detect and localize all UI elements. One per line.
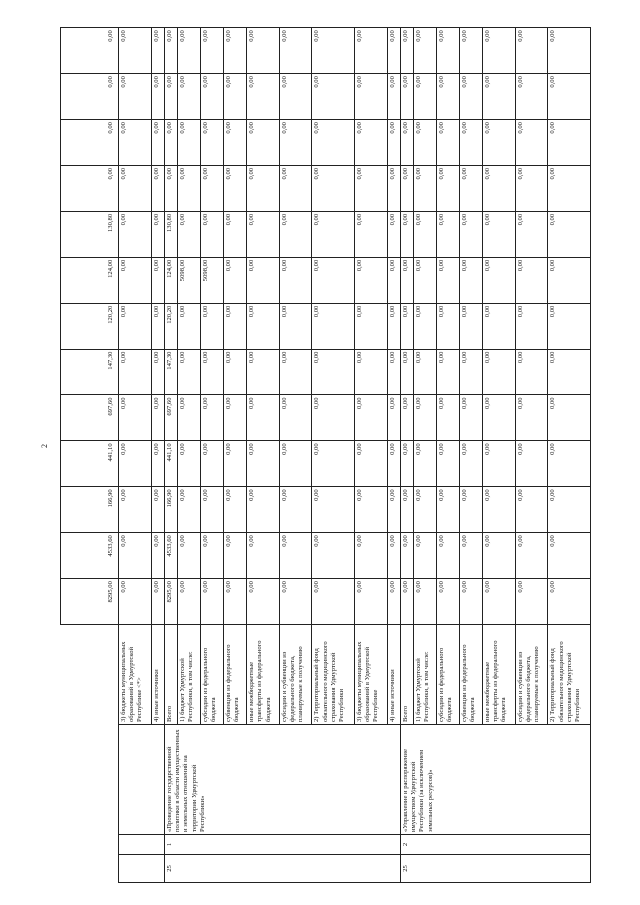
cell-value: 0,00 bbox=[201, 533, 224, 579]
cell-value: 0,00 bbox=[515, 395, 548, 441]
cell-value: 0,00 bbox=[460, 487, 483, 533]
cell-value: 0,00 bbox=[414, 395, 437, 441]
cell-value: 0,00 bbox=[460, 441, 483, 487]
program-name: «Проведение государственной политики в области имущественных и земельных отношений на территории Удмуртской Республики» bbox=[164, 725, 400, 835]
cell-value: 0,00 bbox=[437, 533, 460, 579]
cell-value: 0,00 bbox=[414, 165, 437, 211]
cell-value: 0,00 bbox=[178, 165, 201, 211]
cell-value: 0,00 bbox=[224, 579, 247, 625]
cell-value: 0,00 bbox=[312, 441, 354, 487]
cell-value: 0,00 bbox=[119, 165, 152, 211]
cell-value: 0,00 bbox=[178, 441, 201, 487]
cell-value: 0,00 bbox=[354, 211, 387, 257]
source-label: 3) бюджеты муниципальных образований в Удмуртской Республике <*> bbox=[119, 625, 152, 725]
financing-table bbox=[60, 27, 591, 883]
cell-value: 0,00 bbox=[178, 349, 201, 395]
cell-value: 0,00 bbox=[312, 165, 354, 211]
cell-value: 0,00 bbox=[414, 257, 437, 303]
cell-value: 0,00 bbox=[354, 441, 387, 487]
cell-value: 0,00 bbox=[354, 579, 387, 625]
cell-value: 0,00 bbox=[437, 579, 460, 625]
header-value: 0,00 bbox=[61, 120, 119, 166]
cell-value: 0,00 bbox=[247, 487, 280, 533]
cell-value: 0,00 bbox=[437, 74, 460, 120]
cell-value: 0,00 bbox=[151, 74, 164, 120]
cell-value: 0,00 bbox=[414, 349, 437, 395]
cell-value: 0,00 bbox=[437, 487, 460, 533]
cell-value: 0,00 bbox=[178, 74, 201, 120]
source-label: Всего bbox=[164, 625, 177, 725]
header-value: 0,00 bbox=[61, 165, 119, 211]
cell-value: 0,00 bbox=[247, 533, 280, 579]
cell-value: 120,20 bbox=[164, 303, 177, 349]
cell-value: 0,00 bbox=[414, 487, 437, 533]
cell-value: 0,00 bbox=[201, 74, 224, 120]
cell-value: 0,00 bbox=[482, 349, 515, 395]
header-value: 4533,60 bbox=[61, 533, 119, 579]
cell-value: 0,00 bbox=[400, 257, 413, 303]
cell-value: 0,00 bbox=[247, 74, 280, 120]
cell-value: 0,00 bbox=[201, 211, 224, 257]
cell-value: 0,00 bbox=[482, 165, 515, 211]
cell-value: 0,00 bbox=[119, 441, 152, 487]
cell-value: 0,00 bbox=[354, 395, 387, 441]
source-label: 4) иные источники bbox=[151, 625, 164, 725]
cell-value: 0,00 bbox=[151, 211, 164, 257]
cell-value: 0,00 bbox=[387, 579, 400, 625]
cell-value: 0,00 bbox=[414, 28, 437, 74]
cell-value: 0,00 bbox=[437, 165, 460, 211]
cell-value: 0,00 bbox=[151, 257, 164, 303]
cell-value: 0,00 bbox=[387, 211, 400, 257]
cell-value: 0,00 bbox=[224, 120, 247, 166]
cell-value: 0,00 bbox=[201, 579, 224, 625]
cell-value: 0,00 bbox=[151, 395, 164, 441]
cell-value: 0,00 bbox=[437, 211, 460, 257]
cell-value: 0,00 bbox=[201, 441, 224, 487]
cell-value: 0,00 bbox=[247, 120, 280, 166]
cell-value: 0,00 bbox=[119, 395, 152, 441]
cell-value: 0,00 bbox=[279, 211, 312, 257]
table-row bbox=[119, 28, 152, 883]
cell-value: 0,00 bbox=[482, 579, 515, 625]
cell-value: 0,00 bbox=[437, 120, 460, 166]
program-code-a: 25 bbox=[400, 855, 590, 883]
cell-value: 0,00 bbox=[247, 303, 280, 349]
cell-value: 0,00 bbox=[151, 28, 164, 74]
cell-value: 0,00 bbox=[460, 349, 483, 395]
cell-value: 0,00 bbox=[354, 303, 387, 349]
cell-value: 0,00 bbox=[247, 28, 280, 74]
cell-value: 0,00 bbox=[482, 28, 515, 74]
cell-value: 0,00 bbox=[224, 211, 247, 257]
program-code-a: 25 bbox=[164, 855, 400, 883]
cell-value: 0,00 bbox=[279, 487, 312, 533]
header-value: 124,00 bbox=[61, 257, 119, 303]
cell-value: 0,00 bbox=[178, 303, 201, 349]
cell-value: 0,00 bbox=[515, 211, 548, 257]
source-label: субвенции из федерального бюджета bbox=[460, 625, 483, 725]
cell-value: 0,00 bbox=[437, 28, 460, 74]
cell-value: 0,00 bbox=[482, 487, 515, 533]
code-cell bbox=[119, 835, 165, 855]
header-value: 147,30 bbox=[61, 349, 119, 395]
source-label: 1) бюджет Удмуртской Республики, в том числе: bbox=[414, 625, 437, 725]
source-label: 3) бюджеты муниципальных образований в Удмуртской Республике bbox=[354, 625, 387, 725]
cell-value: 0,00 bbox=[387, 395, 400, 441]
cell-value: 0,00 bbox=[119, 257, 152, 303]
cell-value: 0,00 bbox=[119, 579, 152, 625]
cell-value: 0,00 bbox=[515, 579, 548, 625]
cell-value: 0,00 bbox=[312, 349, 354, 395]
cell-value: 697,60 bbox=[164, 395, 177, 441]
cell-value: 0,00 bbox=[178, 579, 201, 625]
cell-value: 0,00 bbox=[279, 395, 312, 441]
header-value: 0,00 bbox=[61, 28, 119, 74]
source-label: субсидии и субвенции из федерального бюджета, планируемые к получению bbox=[515, 625, 548, 725]
cell-value: 0,00 bbox=[460, 165, 483, 211]
cell-value: 4533,60 bbox=[164, 533, 177, 579]
source-label: иные межбюджетные трансферты из федерального бюджета bbox=[247, 625, 280, 725]
cell-value: 0,00 bbox=[482, 303, 515, 349]
cell-value: 0,00 bbox=[279, 28, 312, 74]
cell-value: 0,00 bbox=[151, 165, 164, 211]
blank-cell bbox=[61, 855, 119, 883]
cell-value: 0,00 bbox=[224, 395, 247, 441]
cell-value: 0,00 bbox=[247, 257, 280, 303]
cell-value: 0,00 bbox=[482, 74, 515, 120]
cell-value: 0,00 bbox=[437, 441, 460, 487]
cell-value: 0,00 bbox=[387, 533, 400, 579]
program-name bbox=[119, 725, 165, 835]
cell-value: 0,00 bbox=[400, 395, 413, 441]
cell-value: 0,00 bbox=[151, 487, 164, 533]
source-label: Всего bbox=[400, 625, 413, 725]
cell-value: 0,00 bbox=[354, 257, 387, 303]
cell-value: 0,00 bbox=[151, 349, 164, 395]
cell-value: 0,00 bbox=[178, 487, 201, 533]
source-label: субсидии и субвенции из федерального бюджета, планируемые к получению bbox=[279, 625, 312, 725]
source-label: субвенции из федерального бюджета bbox=[224, 625, 247, 725]
cell-value: 0,00 bbox=[279, 74, 312, 120]
cell-value: 0,00 bbox=[119, 303, 152, 349]
cell-value: 0,00 bbox=[119, 349, 152, 395]
cell-value: 0,00 bbox=[548, 579, 591, 625]
cell-value: 0,00 bbox=[164, 74, 177, 120]
cell-value: 0,00 bbox=[224, 487, 247, 533]
source-label: субсидии из федерального бюджета bbox=[201, 625, 224, 725]
cell-value: 0,00 bbox=[354, 349, 387, 395]
cell-value: 0,00 bbox=[178, 395, 201, 441]
cell-value: 0,00 bbox=[515, 303, 548, 349]
cell-value: 0,00 bbox=[312, 533, 354, 579]
cell-value: 0,00 bbox=[387, 28, 400, 74]
header-value: 8295,00 bbox=[61, 579, 119, 625]
cell-value: 0,00 bbox=[548, 28, 591, 74]
cell-value: 0,00 bbox=[548, 395, 591, 441]
blank-cell bbox=[61, 625, 119, 725]
cell-value: 0,00 bbox=[387, 349, 400, 395]
cell-value: 0,00 bbox=[224, 257, 247, 303]
cell-value: 0,00 bbox=[548, 441, 591, 487]
cell-value: 0,00 bbox=[548, 165, 591, 211]
cell-value: 0,00 bbox=[548, 120, 591, 166]
cell-value: 0,00 bbox=[460, 257, 483, 303]
cell-value: 0,00 bbox=[515, 28, 548, 74]
cell-value: 166,90 bbox=[164, 487, 177, 533]
cell-value: 0,00 bbox=[548, 257, 591, 303]
cell-value: 0,00 bbox=[515, 74, 548, 120]
cell-value: 0,00 bbox=[312, 74, 354, 120]
cell-value: 0,00 bbox=[437, 303, 460, 349]
cell-value: 0,00 bbox=[119, 28, 152, 74]
cell-value: 0,00 bbox=[437, 395, 460, 441]
cell-value: 0,00 bbox=[414, 120, 437, 166]
cell-value: 0,00 bbox=[437, 257, 460, 303]
cell-value: 0,00 bbox=[460, 74, 483, 120]
cell-value: 0,00 bbox=[201, 303, 224, 349]
cell-value: 0,00 bbox=[279, 533, 312, 579]
cell-value: 0,00 bbox=[548, 211, 591, 257]
cell-value: 0,00 bbox=[201, 28, 224, 74]
cell-value: 147,30 bbox=[164, 349, 177, 395]
cell-value: 5098,00 bbox=[178, 257, 201, 303]
cell-value: 0,00 bbox=[247, 349, 280, 395]
source-label: субсидии из федерального бюджета bbox=[437, 625, 460, 725]
cell-value: 0,00 bbox=[400, 349, 413, 395]
cell-value: 0,00 bbox=[387, 441, 400, 487]
cell-value: 0,00 bbox=[482, 120, 515, 166]
blank-cell bbox=[61, 725, 119, 835]
cell-value: 0,00 bbox=[414, 533, 437, 579]
cell-value: 0,00 bbox=[387, 165, 400, 211]
cell-value: 0,00 bbox=[387, 120, 400, 166]
cell-value: 0,00 bbox=[387, 487, 400, 533]
cell-value: 0,00 bbox=[400, 211, 413, 257]
cell-value: 0,00 bbox=[515, 165, 548, 211]
cell-value: 0,00 bbox=[400, 120, 413, 166]
cell-value: 0,00 bbox=[515, 257, 548, 303]
cell-value: 0,00 bbox=[164, 28, 177, 74]
page-number: 2 bbox=[40, 444, 49, 448]
cell-value: 0,00 bbox=[414, 211, 437, 257]
cell-value: 0,00 bbox=[247, 579, 280, 625]
cell-value: 0,00 bbox=[312, 211, 354, 257]
cell-value: 8295,00 bbox=[164, 579, 177, 625]
cell-value: 0,00 bbox=[515, 533, 548, 579]
source-label: 2) Территориальный фонд обязательного медицинского страхования Удмуртской Республики bbox=[548, 625, 591, 725]
cell-value: 0,00 bbox=[247, 165, 280, 211]
cell-value: 0,00 bbox=[201, 395, 224, 441]
cell-value: 0,00 bbox=[164, 120, 177, 166]
cell-value: 0,00 bbox=[387, 303, 400, 349]
cell-value: 0,00 bbox=[354, 28, 387, 74]
cell-value: 0,00 bbox=[460, 211, 483, 257]
cell-value: 0,00 bbox=[400, 441, 413, 487]
cell-value: 0,00 bbox=[414, 579, 437, 625]
cell-value: 0,00 bbox=[178, 211, 201, 257]
cell-value: 0,00 bbox=[354, 74, 387, 120]
cell-value: 0,00 bbox=[178, 28, 201, 74]
cell-value: 0,00 bbox=[460, 395, 483, 441]
header-row bbox=[61, 28, 119, 883]
cell-value: 0,00 bbox=[224, 441, 247, 487]
cell-value: 0,00 bbox=[151, 533, 164, 579]
cell-value: 0,00 bbox=[247, 395, 280, 441]
cell-value: 0,00 bbox=[515, 441, 548, 487]
cell-value: 0,00 bbox=[279, 441, 312, 487]
source-label: 4) иные источники bbox=[387, 625, 400, 725]
cell-value: 0,00 bbox=[354, 120, 387, 166]
cell-value: 0,00 bbox=[201, 349, 224, 395]
table-row bbox=[400, 28, 413, 883]
cell-value: 0,00 bbox=[178, 120, 201, 166]
cell-value: 0,00 bbox=[460, 533, 483, 579]
cell-value: 0,00 bbox=[151, 120, 164, 166]
cell-value: 0,00 bbox=[548, 487, 591, 533]
cell-value: 0,00 bbox=[312, 487, 354, 533]
cell-value: 0,00 bbox=[548, 74, 591, 120]
cell-value: 0,00 bbox=[201, 165, 224, 211]
cell-value: 0,00 bbox=[400, 28, 413, 74]
header-value: 130,80 bbox=[61, 211, 119, 257]
header-value: 441,10 bbox=[61, 441, 119, 487]
cell-value: 0,00 bbox=[354, 487, 387, 533]
cell-value: 0,00 bbox=[460, 303, 483, 349]
cell-value: 0,00 bbox=[151, 303, 164, 349]
cell-value: 0,00 bbox=[279, 579, 312, 625]
cell-value: 0,00 bbox=[482, 211, 515, 257]
header-value: 0,00 bbox=[61, 74, 119, 120]
cell-value: 0,00 bbox=[279, 120, 312, 166]
cell-value: 0,00 bbox=[387, 74, 400, 120]
header-value: 166,90 bbox=[61, 487, 119, 533]
cell-value: 0,00 bbox=[312, 395, 354, 441]
cell-value: 0,00 bbox=[119, 533, 152, 579]
cell-value: 0,00 bbox=[119, 74, 152, 120]
blank-cell bbox=[61, 835, 119, 855]
source-label: иные межбюджетные трансферты из федерального бюджета bbox=[482, 625, 515, 725]
header-value: 697,60 bbox=[61, 395, 119, 441]
cell-value: 0,00 bbox=[482, 257, 515, 303]
header-value: 120,20 bbox=[61, 303, 119, 349]
source-label: 1) бюджет Удмуртской Республики, в том числе: bbox=[178, 625, 201, 725]
cell-value: 0,00 bbox=[515, 349, 548, 395]
cell-value: 5098,00 bbox=[201, 257, 224, 303]
cell-value: 0,00 bbox=[312, 28, 354, 74]
cell-value: 0,00 bbox=[354, 533, 387, 579]
cell-value: 0,00 bbox=[400, 74, 413, 120]
cell-value: 0,00 bbox=[201, 487, 224, 533]
cell-value: 0,00 bbox=[482, 441, 515, 487]
cell-value: 0,00 bbox=[482, 533, 515, 579]
cell-value: 0,00 bbox=[460, 120, 483, 166]
cell-value: 441,10 bbox=[164, 441, 177, 487]
cell-value: 0,00 bbox=[247, 441, 280, 487]
cell-value: 0,00 bbox=[312, 257, 354, 303]
cell-value: 0,00 bbox=[414, 74, 437, 120]
program-code-b: 2 bbox=[400, 835, 590, 855]
cell-value: 0,00 bbox=[151, 441, 164, 487]
cell-value: 0,00 bbox=[414, 441, 437, 487]
cell-value: 0,00 bbox=[400, 487, 413, 533]
cell-value: 0,00 bbox=[548, 303, 591, 349]
cell-value: 0,00 bbox=[151, 579, 164, 625]
cell-value: 0,00 bbox=[400, 533, 413, 579]
code-cell bbox=[119, 855, 165, 883]
cell-value: 0,00 bbox=[312, 579, 354, 625]
cell-value: 0,00 bbox=[247, 211, 280, 257]
cell-value: 0,00 bbox=[119, 120, 152, 166]
cell-value: 0,00 bbox=[119, 487, 152, 533]
cell-value: 0,00 bbox=[201, 120, 224, 166]
cell-value: 124,00 bbox=[164, 257, 177, 303]
cell-value: 0,00 bbox=[279, 165, 312, 211]
cell-value: 0,00 bbox=[224, 74, 247, 120]
program-name: «Управление и распоряжение имуществом Удмуртской Республики (за исключением земельных ресурсов)» bbox=[400, 725, 590, 835]
cell-value: 0,00 bbox=[400, 579, 413, 625]
cell-value: 0,00 bbox=[400, 303, 413, 349]
cell-value: 0,00 bbox=[224, 533, 247, 579]
cell-value: 0,00 bbox=[119, 211, 152, 257]
cell-value: 0,00 bbox=[548, 349, 591, 395]
table-row bbox=[164, 28, 177, 883]
cell-value: 0,00 bbox=[279, 303, 312, 349]
cell-value: 0,00 bbox=[354, 165, 387, 211]
cell-value: 0,00 bbox=[548, 533, 591, 579]
program-code-b: 1 bbox=[164, 835, 400, 855]
cell-value: 0,00 bbox=[400, 165, 413, 211]
cell-value: 0,00 bbox=[224, 303, 247, 349]
cell-value: 0,00 bbox=[224, 349, 247, 395]
cell-value: 0,00 bbox=[164, 165, 177, 211]
source-label: 2) Территориальный фонд обязательного медицинского страхования Удмуртской Республики bbox=[312, 625, 354, 725]
cell-value: 0,00 bbox=[279, 349, 312, 395]
cell-value: 0,00 bbox=[414, 303, 437, 349]
cell-value: 0,00 bbox=[224, 28, 247, 74]
cell-value: 0,00 bbox=[482, 395, 515, 441]
cell-value: 0,00 bbox=[312, 303, 354, 349]
cell-value: 0,00 bbox=[460, 28, 483, 74]
cell-value: 0,00 bbox=[224, 165, 247, 211]
cell-value: 0,00 bbox=[515, 120, 548, 166]
cell-value: 0,00 bbox=[178, 533, 201, 579]
cell-value: 130,80 bbox=[164, 211, 177, 257]
cell-value: 0,00 bbox=[460, 579, 483, 625]
cell-value: 0,00 bbox=[387, 257, 400, 303]
cell-value: 0,00 bbox=[515, 487, 548, 533]
rotated-table-container bbox=[60, 28, 591, 883]
cell-value: 0,00 bbox=[279, 257, 312, 303]
cell-value: 0,00 bbox=[437, 349, 460, 395]
cell-value: 0,00 bbox=[312, 120, 354, 166]
